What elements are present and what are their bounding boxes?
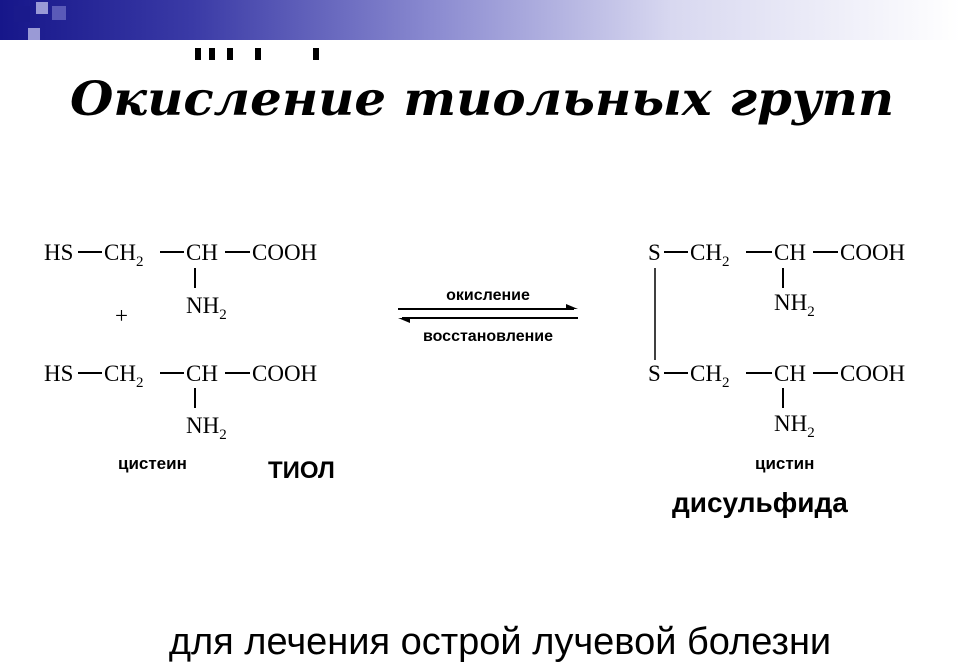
nh2-group: $NH_2$	[774, 411, 815, 441]
ch2-group: $CH_2$	[690, 240, 730, 270]
nh2-group: $NH_2$	[186, 413, 227, 443]
ch-group: CH	[186, 361, 218, 386]
nh2-group: $NH_2$	[774, 290, 815, 320]
forward-label: окисление	[446, 287, 530, 304]
nh2-group: $NH_2$	[186, 293, 227, 323]
forward-arrowhead	[566, 304, 578, 309]
equilibrium-arrows	[398, 287, 578, 345]
s-group: S	[648, 361, 661, 386]
hs-group: HS	[44, 361, 74, 386]
product-name: цистин	[755, 454, 815, 473]
cooh-group: COOH	[252, 361, 318, 386]
hs-group: HS	[44, 240, 74, 265]
ch2-group: $CH_2$	[104, 361, 144, 391]
s-group: S	[648, 240, 661, 265]
footer-caption: для лечения острой лучевой болезни	[168, 621, 832, 663]
cysteine-molecule-1	[44, 240, 317, 323]
cystine-molecule	[648, 240, 905, 441]
reverse-arrowhead	[398, 318, 410, 323]
cysteine-molecule-2	[44, 361, 317, 443]
reactant-name: цистеин	[118, 454, 187, 473]
ch-group: CH	[186, 240, 218, 265]
plus-sign: +	[115, 303, 128, 328]
ch2-group: $CH_2$	[104, 240, 144, 270]
thiol-label: ТИОЛ	[268, 457, 335, 484]
ch2-group: $CH_2$	[690, 361, 730, 391]
reverse-label: восстановление	[422, 328, 554, 345]
ch-group: CH	[774, 240, 806, 265]
disulfide-label: дисульфида	[672, 487, 848, 518]
cooh-group: COOH	[840, 361, 906, 386]
cooh-group: COOH	[252, 240, 318, 265]
ch-group: CH	[774, 361, 806, 386]
cooh-group: COOH	[840, 240, 906, 265]
slide-title: Окисление тиольных групп	[70, 72, 895, 127]
